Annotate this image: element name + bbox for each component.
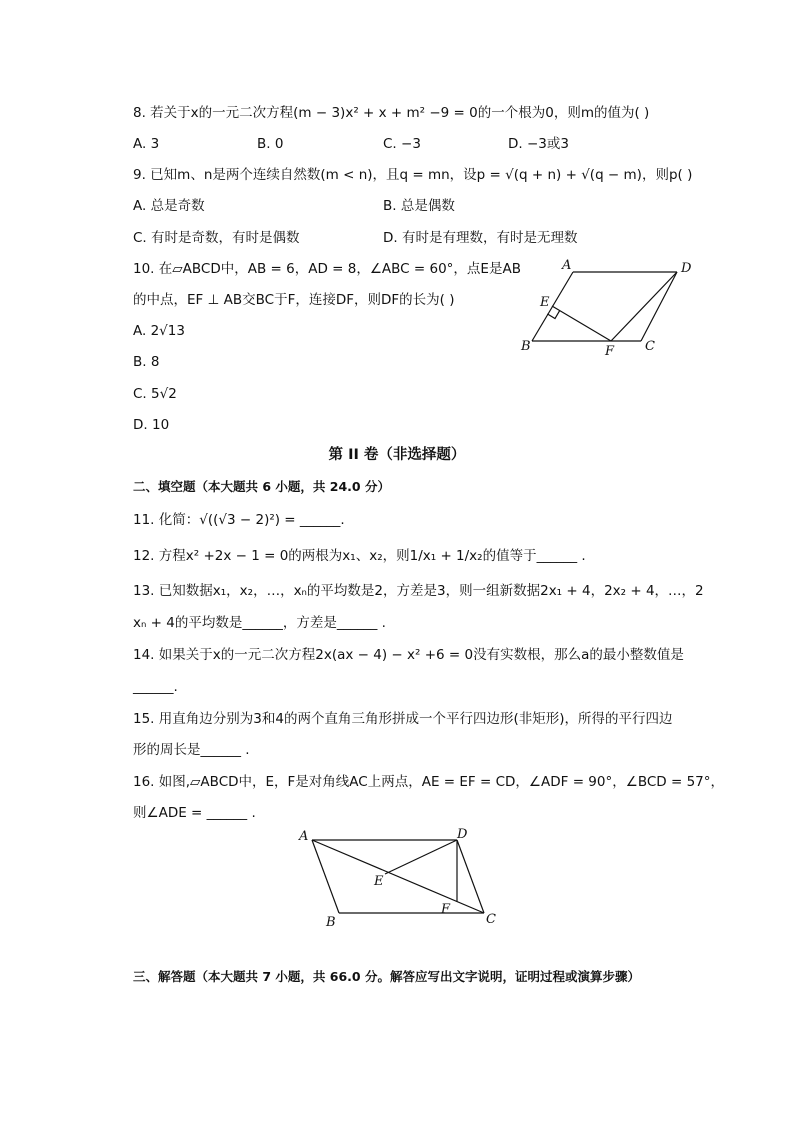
label-c: C (645, 339, 655, 354)
q10-option-a: A. 2√13 (133, 323, 185, 339)
diagonal-ac (312, 840, 484, 913)
segment-df (611, 272, 677, 341)
label-d: D (457, 827, 468, 842)
q10-option-d: D. 10 (133, 417, 170, 433)
q15-line1: 15. 用直角边分别为3和4的两个直角三角形拼成一个平行四边形(非矩形)，所得的平行四边 (133, 711, 673, 727)
part2-title: 第 II 卷（非选择题） (328, 447, 466, 463)
section2-heading: 二、填空题（本大题共 6 小题，共 24.0 分） (133, 479, 390, 494)
label-a: A (562, 258, 572, 273)
q9-option-c: C. 有时是奇数，有时是偶数 (133, 230, 300, 246)
q9-stem: 9. 已知m、n是两个连续自然数(m < n)，且q = mn，设p = √(q + n) + √(q − m)，则p( ) (133, 167, 693, 183)
segment-de (385, 840, 457, 874)
q8-option-d: D. −3或3 (508, 136, 569, 152)
label-e: E (374, 874, 384, 889)
q10-option-b: B. 8 (133, 354, 160, 370)
q13-line1: 13. 已知数据x₁，x₂，…，xₙ的平均数是2，方差是3，则一组新数据2x₁ + 4，2x₂ + 4，…，2 (133, 583, 704, 599)
section3-heading: 三、解答题（本大题共 7 小题，共 66.0 分。解答应写出文字说明，证明过程或演算步骤） (133, 969, 640, 984)
label-d: D (681, 261, 692, 276)
label-b: B (326, 915, 336, 930)
q10-option-c: C. 5√2 (133, 386, 177, 402)
q10-stem-line2: 的中点，EF ⊥ AB交BC于F，连接DF，则DF的长为( ) (133, 292, 455, 308)
edge-dc (641, 272, 677, 341)
segment-ef (552, 306, 611, 341)
q10-parallelogram-figure (505, 255, 705, 365)
q16-parallelogram-figure (292, 822, 512, 932)
q11-text: 11. 化简：√((√3 − 2)²) = ______. (133, 512, 345, 528)
q15-line2: 形的周长是______ . (133, 742, 250, 758)
q13-line2: xₙ + 4的平均数是______，方差是______ . (133, 615, 386, 631)
q14-line2: ______. (133, 679, 178, 695)
q16-line1: 16. 如图,▱ABCD中，E，F是对角线AC上两点，AE = EF = CD，∠ADF = 90°，∠BCD = 57°， (133, 774, 724, 790)
q8-option-c: C. −3 (383, 136, 421, 152)
edge-ab (312, 840, 339, 913)
q14-line1: 14. 如果关于x的一元二次方程2x(ax − 4) − x² +6 = 0没有实数根，那么a的最小整数值是 (133, 647, 684, 663)
q8-stem: 8. 若关于x的一元二次方程(m − 3)x² + x + m² −9 = 0的一个根为0，则m的值为( ) (133, 105, 650, 121)
label-f: F (605, 344, 615, 359)
q9-option-b: B. 总是偶数 (383, 198, 455, 214)
q8-option-b: B. 0 (257, 136, 284, 152)
q16-line2: 则∠ADE = ______ . (133, 805, 256, 821)
edge-dc (457, 840, 484, 913)
label-c: C (486, 912, 496, 927)
q8-option-a: A. 3 (133, 136, 160, 152)
q12-text: 12. 方程x² +2x − 1 = 0的两根为x₁、x₂，则1/x₁ + 1/x₂的值等于______ . (133, 548, 586, 564)
q9-option-a: A. 总是奇数 (133, 198, 205, 214)
label-f: F (441, 902, 451, 917)
q10-stem-line1: 10. 在▱ABCD中，AB = 6，AD = 8，∠ABC = 60°，点E是AB (133, 261, 521, 277)
label-a: A (299, 829, 309, 844)
label-e: E (540, 295, 550, 310)
label-b: B (521, 339, 531, 354)
q9-option-d: D. 有时是有理数，有时是无理数 (383, 230, 578, 246)
